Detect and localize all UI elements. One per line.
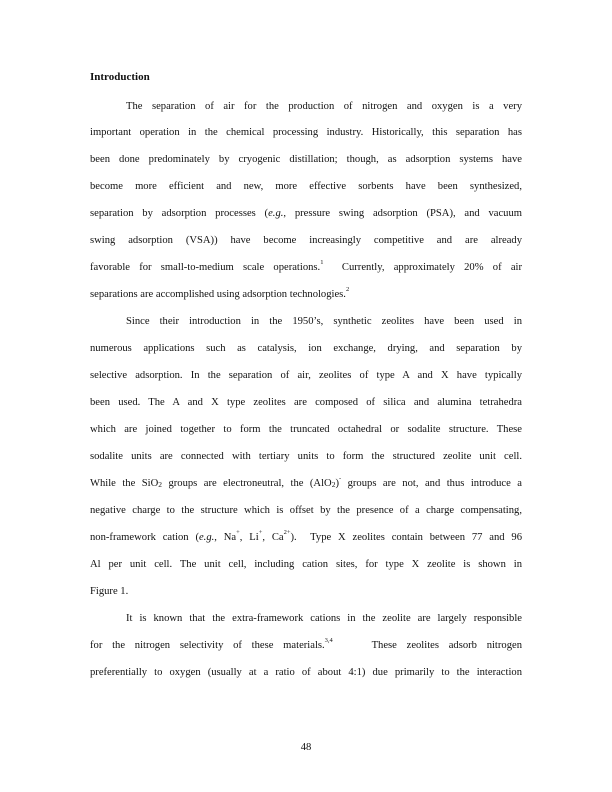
text-run: ). Type X zeolites contain between 77 and 96: [290, 532, 522, 543]
paragraph-line: selective adsorption. In the separation of air, zeolites of type A and X have typically: [90, 370, 522, 381]
paragraph-line: [90, 207, 522, 221]
text-run: separation by adsorption processes (: [90, 208, 269, 219]
paragraph-line: been done predominately by cryogenic distillation; though, as adsorption systems have: [90, 154, 522, 165]
paragraph-line: Al per unit cell. The unit cell, including cation sites, for type X zeolite is shown in: [90, 559, 522, 570]
section-heading: Introduction: [90, 71, 150, 83]
paragraph-line: [90, 477, 522, 491]
italic-abbrev: e.g.: [268, 208, 284, 219]
paragraph-line: sodalite units are connected with tertiary units to form the structured zeolite unit cell.: [90, 451, 522, 462]
page-number: 48: [300, 742, 312, 753]
text-run: groups are not, and thus introduce a: [341, 478, 523, 489]
paragraph-line: preferentially to oxygen (usually at a ratio of about 4:1) due primarily to the interaction: [90, 667, 522, 678]
paragraph-line: The separation of air for the production of nitrogen and oxygen is a very: [126, 101, 522, 112]
text-run: non-framework cation (: [90, 532, 199, 543]
paragraph-line: been used. The A and X type zeolites are composed of silica and alumina tetrahedra: [90, 397, 522, 408]
paragraph-line: important operation in the chemical processing industry. Historically, this separation has: [90, 127, 522, 138]
paragraph-line: negative charge to the structure which is offset by the presence of a charge compensating,: [90, 505, 522, 516]
citation-ref: 1: [320, 259, 324, 267]
paragraph-line: [90, 288, 522, 302]
superscript: -: [338, 475, 342, 483]
paragraph-line: [90, 639, 522, 653]
text-run: , pressure swing adsorption (PSA), and vacuum: [283, 208, 522, 219]
paragraph-line: It is known that the extra-framework cations in the zeolite are largely responsible: [126, 613, 522, 624]
subscript: 2: [331, 480, 336, 489]
citation-ref: 3,4: [324, 637, 333, 645]
text-run: for the nitrogen selectivity of these materials.: [90, 640, 325, 651]
superscript: +: [236, 529, 240, 537]
paragraph-line: [90, 261, 522, 275]
text-run: groups are electroneutral, the (AlO: [162, 478, 332, 489]
text-run: ): [335, 478, 339, 489]
paragraph-line: [90, 531, 522, 545]
paragraph-line: Since their introduction in the 1950’s, synthetic zeolites have been used in: [126, 316, 522, 327]
paragraph-line: swing adsorption (VSA)) have become increasingly competitive and are already: [90, 235, 522, 246]
superscript: 2+: [283, 529, 291, 537]
text-run: separations are accomplished using adsorption technologies.: [90, 289, 346, 300]
text-run: favorable for small-to-medium scale operations.: [90, 262, 321, 273]
text-run: These zeolites adsorb nitrogen: [332, 640, 522, 651]
paragraph-line: numerous applications such as catalysis, ion exchange, drying, and separation by: [90, 343, 522, 354]
italic-abbrev: e.g.: [198, 532, 215, 543]
text-run: , Ca: [262, 532, 284, 543]
text-run: While the SiO: [90, 478, 159, 489]
text-run: , Li: [239, 532, 259, 543]
paragraph-line: become more efficient and new, more effective sorbents have been synthesized,: [90, 181, 522, 192]
paragraph-line: Figure 1.: [90, 586, 129, 597]
citation-ref: 2: [345, 286, 350, 294]
text-run: Currently, approximately 20% of air: [323, 262, 523, 273]
superscript: +: [258, 529, 263, 537]
paragraph-line: which are joined together to form the truncated octahedral or sodalite structure. These: [90, 424, 522, 435]
text-run: , Na: [214, 532, 237, 543]
subscript: 2: [158, 480, 162, 489]
